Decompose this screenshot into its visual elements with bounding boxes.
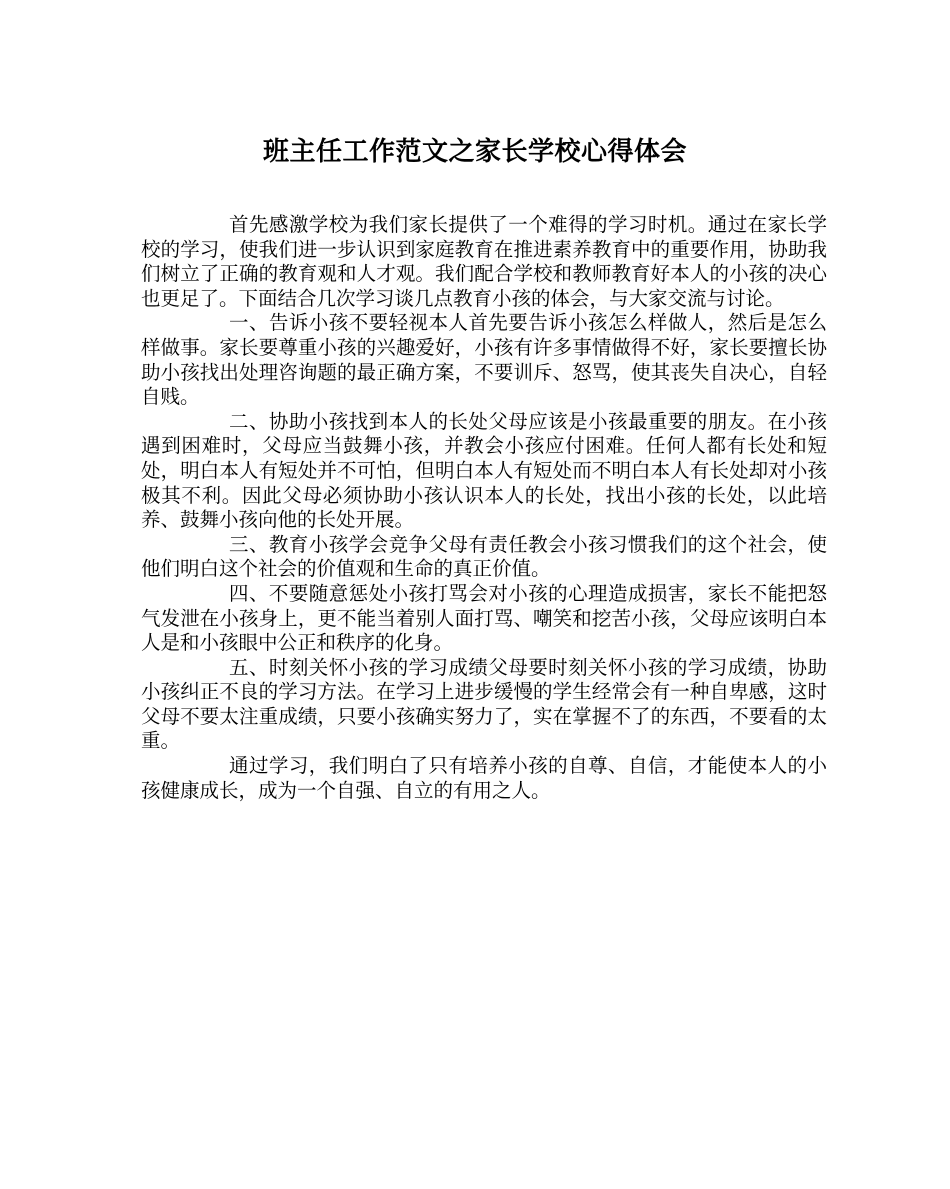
- paragraph-point-2: 二、协助小孩找到本人的长处父母应该是小孩最重要的朋友。在小孩遇到困难时，父母应当鼓舞小孩，并教会小孩应付困难。任何人都有长处和短处，明白本人有短处并不可怕，但明白本人有短处而不明白本人有长处却对小孩极其不利。因此父母必须协助小孩认识本人的长处，找出小孩的长处，以此培养、鼓舞小孩向他的长处开展。: [141, 409, 827, 532]
- document-body: [141, 213, 827, 803]
- paragraph-point-1: 一、告诉小孩不要轻视本人首先要告诉小孩怎么样做人，然后是怎么样做事。家长要尊重小孩的兴趣爱好，小孩有许多事情做得不好，家长要擅长协助小孩找出处理咨询题的最正确方案，不要训斥、怒骂，使其丧失自决心，自轻自贱。: [141, 311, 827, 409]
- paragraph-point-3: 三、教育小孩学会竞争父母有责任教会小孩习惯我们的这个社会，使他们明白这个社会的价值观和生命的真正价值。: [141, 532, 827, 581]
- paragraph-point-4: 四、不要随意惩处小孩打骂会对小孩的心理造成损害，家长不能把怒气发泄在小孩身上，更不能当着别人面打骂、嘲笑和挖苦小孩，父母应该明白本人是和小孩眼中公正和秩序的化身。: [141, 581, 827, 655]
- document-title: 班主任工作范文之家长学校心得体会: [262, 137, 687, 167]
- paragraph-intro: 首先感激学校为我们家长提供了一个难得的学习时机。通过在家长学校的学习，使我们进一步认识到家庭教育在推进素养教育中的重要作用，协助我们树立了正确的教育观和人才观。我们配合学校和教师教育好本人的小孩的决心也更足了。下面结合几次学习谈几点教育小孩的体会，与大家交流与讨论。: [141, 213, 827, 310]
- paragraph-point-5: 五、时刻关怀小孩的学习成绩父母要时刻关怀小孩的学习成绩，协助小孩纠正不良的学习方法。在学习上进步缓慢的学生经常会有一种自卑感，这时父母不要太注重成绩，只要小孩确实努力了，实在掌握不了的东西，不要看的太重。: [141, 655, 827, 753]
- paragraph-conclusion: 通过学习，我们明白了只有培养小孩的自尊、自信，才能使本人的小孩健康成长，成为一个自强、自立的有用之人。: [141, 754, 827, 802]
